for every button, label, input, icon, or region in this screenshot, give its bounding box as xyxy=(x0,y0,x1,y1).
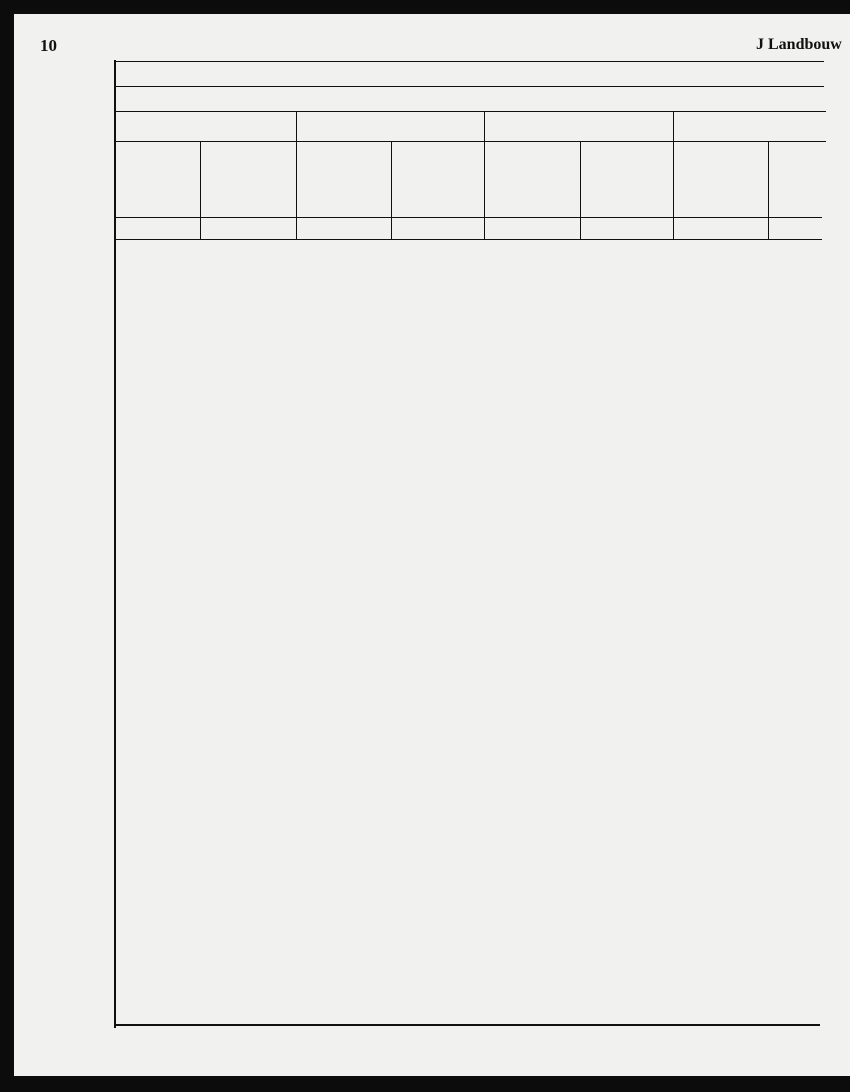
number-row-bottom-rule xyxy=(114,239,822,240)
group-divider-2 xyxy=(484,111,485,239)
group-divider-3 xyxy=(673,111,674,239)
group-divider-1 xyxy=(296,111,297,239)
column-divider-2 xyxy=(391,141,392,239)
scanned-page xyxy=(14,14,850,1076)
column-divider-4 xyxy=(768,141,769,239)
subtitle-bottom-rule xyxy=(114,111,826,112)
title-top-rule xyxy=(114,61,824,62)
title-bottom-rule xyxy=(114,86,824,87)
table-bottom-border xyxy=(114,1024,820,1026)
table-left-border xyxy=(114,60,116,1028)
page-number: 10 xyxy=(40,36,57,55)
group-underline-1 xyxy=(114,141,296,142)
column-divider-1 xyxy=(200,141,201,239)
column-divider-3 xyxy=(580,141,581,239)
header-bottom-rule xyxy=(114,217,822,218)
running-head: J Landbouw xyxy=(756,36,842,53)
group-underline-4 xyxy=(673,141,826,142)
group-underline-3 xyxy=(484,141,673,142)
group-underline-2 xyxy=(296,141,484,142)
